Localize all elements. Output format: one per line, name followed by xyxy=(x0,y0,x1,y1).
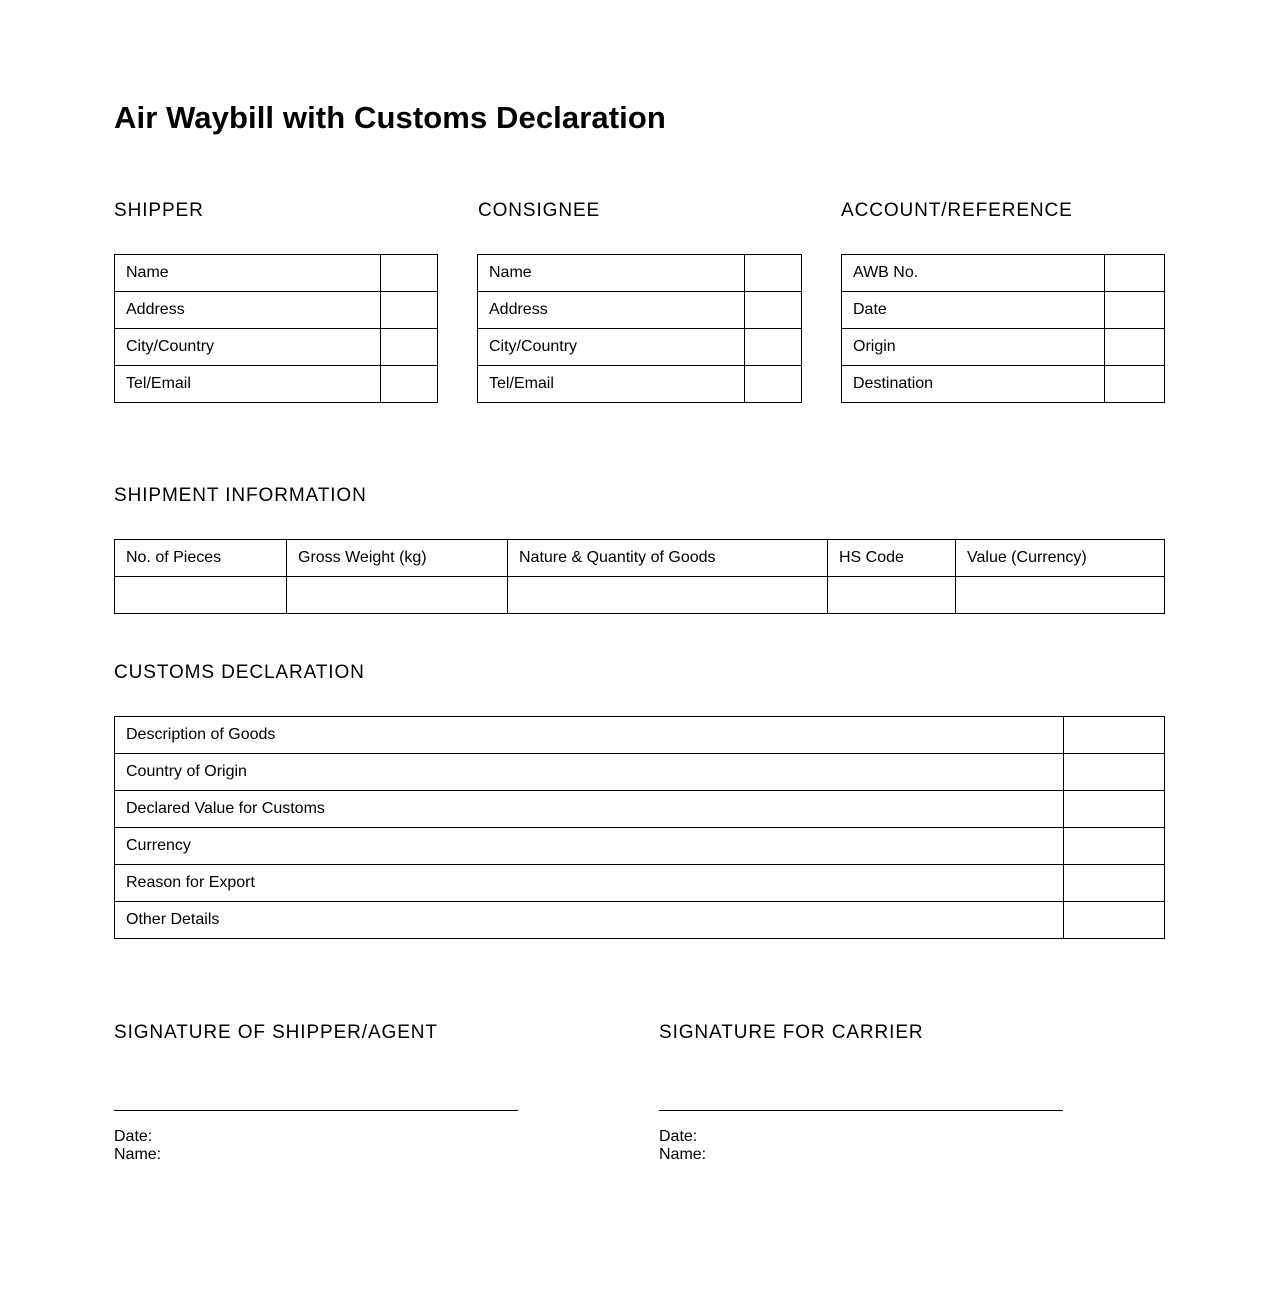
date-field[interactable] xyxy=(1105,292,1165,329)
shipper-row-address xyxy=(115,292,438,329)
field-label: City/Country xyxy=(115,329,381,366)
shipper-address-field[interactable] xyxy=(381,292,438,329)
column-header-value: Value (Currency) xyxy=(956,540,1165,577)
field-label: Declared Value for Customs xyxy=(115,791,1064,828)
field-label: Description of Goods xyxy=(115,717,1064,754)
shipper-name-field[interactable] xyxy=(381,255,438,292)
nature-quantity-field[interactable] xyxy=(508,577,828,614)
consignee-heading: CONSIGNEE xyxy=(478,200,601,221)
consignee-city-country-field[interactable] xyxy=(745,329,802,366)
shipper-signature-date-label: Date: xyxy=(114,1128,153,1145)
shipper-signature-line[interactable] xyxy=(114,1110,518,1111)
account-row-destination xyxy=(842,366,1165,403)
field-label: Tel/Email xyxy=(478,366,745,403)
column-header-gross-weight: Gross Weight (kg) xyxy=(287,540,508,577)
field-label: City/Country xyxy=(478,329,745,366)
field-label: Country of Origin xyxy=(115,754,1064,791)
consignee-tel-email-field[interactable] xyxy=(745,366,802,403)
account-row-origin xyxy=(842,329,1165,366)
account-row-date xyxy=(842,292,1165,329)
consignee-row-name xyxy=(478,255,802,292)
customs-declaration-table xyxy=(114,716,1165,939)
reason-for-export-field[interactable] xyxy=(1064,865,1165,902)
carrier-signature-name-label: Name: xyxy=(659,1146,707,1163)
customs-declaration-heading: CUSTOMS DECLARATION xyxy=(114,662,365,683)
awb-number-field[interactable] xyxy=(1105,255,1165,292)
shipper-heading: SHIPPER xyxy=(114,200,204,221)
shipment-information-heading: SHIPMENT INFORMATION xyxy=(114,485,367,506)
description-of-goods-field[interactable] xyxy=(1064,717,1165,754)
field-label: Other Details xyxy=(115,902,1064,939)
pieces-field[interactable] xyxy=(115,577,287,614)
field-label: Tel/Email xyxy=(115,366,381,403)
value-currency-field[interactable] xyxy=(956,577,1165,614)
field-label: Origin xyxy=(842,329,1105,366)
field-label: Name xyxy=(115,255,381,292)
field-label: Address xyxy=(478,292,745,329)
carrier-signature-date-label: Date: xyxy=(659,1128,698,1145)
consignee-address-field[interactable] xyxy=(745,292,802,329)
country-of-origin-field[interactable] xyxy=(1064,754,1165,791)
hs-code-field[interactable] xyxy=(828,577,956,614)
other-details-field[interactable] xyxy=(1064,902,1165,939)
column-header-nature-quantity: Nature & Quantity of Goods xyxy=(508,540,828,577)
shipper-city-country-field[interactable] xyxy=(381,329,438,366)
destination-field[interactable] xyxy=(1105,366,1165,403)
shipper-row-name xyxy=(115,255,438,292)
consignee-table xyxy=(477,254,802,403)
shipper-row-tel-email xyxy=(115,366,438,403)
origin-field[interactable] xyxy=(1105,329,1165,366)
consignee-name-field[interactable] xyxy=(745,255,802,292)
account-reference-heading: ACCOUNT/REFERENCE xyxy=(841,200,1073,221)
field-label: Address xyxy=(115,292,381,329)
field-label: Name xyxy=(478,255,745,292)
document-title: Air Waybill with Customs Declaration xyxy=(114,100,666,135)
consignee-row-tel-email xyxy=(478,366,802,403)
table-row xyxy=(115,577,1165,614)
table-header-row xyxy=(115,540,1165,577)
field-label: AWB No. xyxy=(842,255,1105,292)
customs-row-country-of-origin xyxy=(115,754,1165,791)
customs-row-reason-for-export xyxy=(115,865,1165,902)
customs-row-currency xyxy=(115,828,1165,865)
field-label: Currency xyxy=(115,828,1064,865)
consignee-row-address xyxy=(478,292,802,329)
shipper-table xyxy=(114,254,438,403)
field-label: Reason for Export xyxy=(115,865,1064,902)
currency-field[interactable] xyxy=(1064,828,1165,865)
customs-row-description xyxy=(115,717,1165,754)
carrier-signature-heading: SIGNATURE FOR CARRIER xyxy=(659,1022,924,1043)
field-label: Destination xyxy=(842,366,1105,403)
gross-weight-field[interactable] xyxy=(287,577,508,614)
shipper-signature-heading: SIGNATURE OF SHIPPER/AGENT xyxy=(114,1022,438,1043)
shipment-information-table xyxy=(114,539,1165,614)
column-header-pieces: No. of Pieces xyxy=(115,540,287,577)
consignee-row-city-country xyxy=(478,329,802,366)
customs-row-other-details xyxy=(115,902,1165,939)
shipper-row-city-country xyxy=(115,329,438,366)
field-label: Date xyxy=(842,292,1105,329)
column-header-hs-code: HS Code xyxy=(828,540,956,577)
declared-value-field[interactable] xyxy=(1064,791,1165,828)
shipper-signature-name-label: Name: xyxy=(114,1146,162,1163)
account-row-awb-no xyxy=(842,255,1165,292)
carrier-signature-line[interactable] xyxy=(659,1110,1063,1111)
customs-row-declared-value xyxy=(115,791,1165,828)
shipper-tel-email-field[interactable] xyxy=(381,366,438,403)
account-reference-table xyxy=(841,254,1165,403)
